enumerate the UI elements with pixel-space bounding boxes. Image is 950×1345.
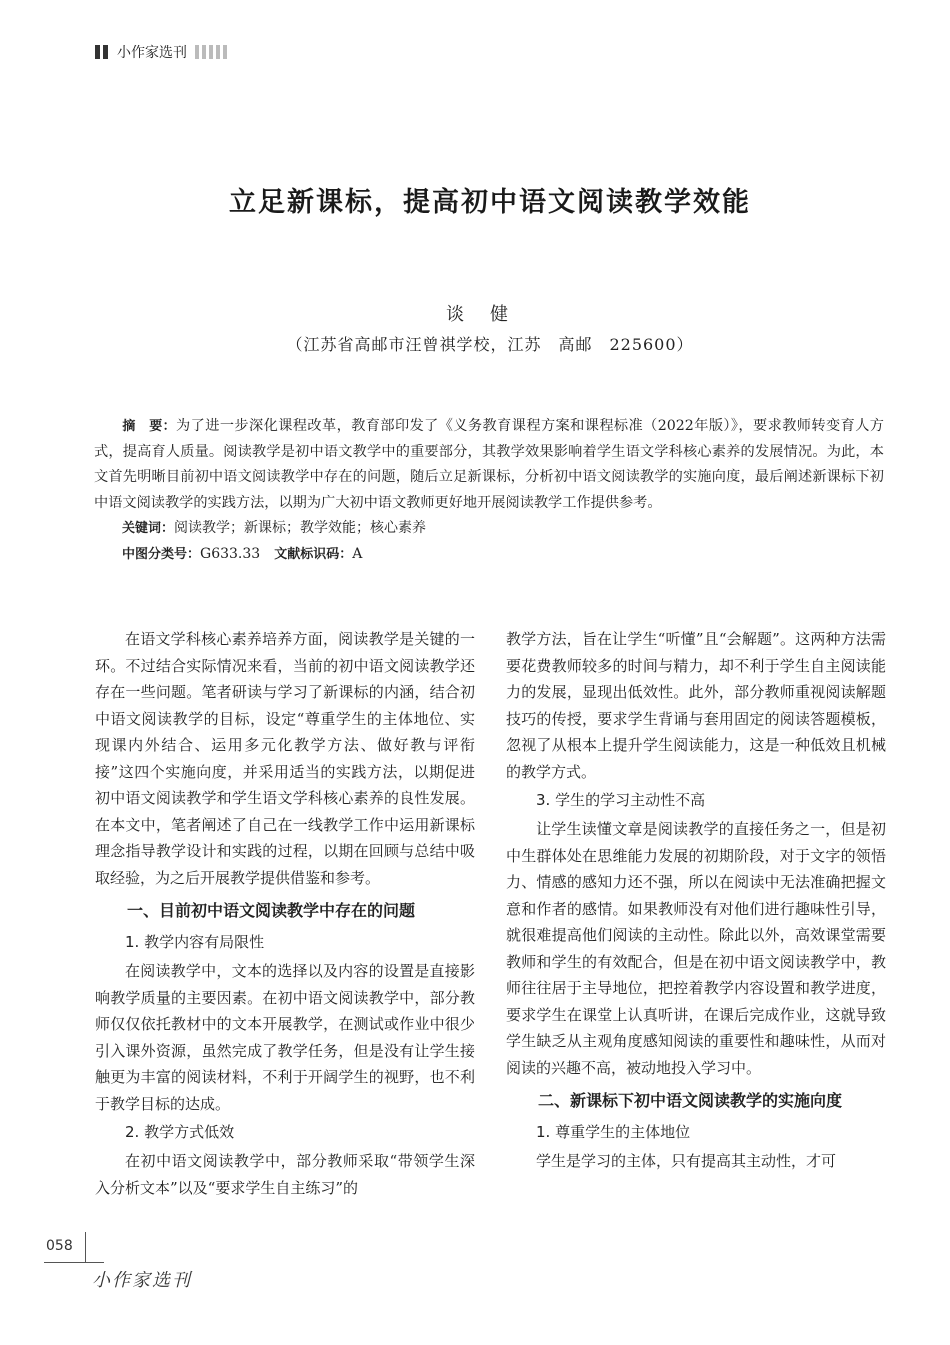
author-name: 谈健 (446, 304, 534, 325)
body-paragraph: 在初中语文阅读教学中，部分教师采取“带领学生深入分析文本”以及“要求学生自主练习”的 (95, 1152, 475, 1197)
body-paragraph: 在阅读教学中，文本的选择以及内容的设置是直接影响教学质量的主要因素。在初中语文阅读教学中，部分教师仅仅依托教材中的文本开展教学，在测试或作业中很少引入课外资源，虽然完成了教学任务，但是没有让学生接触更为丰富的阅读材料，不利于开阔学生的视野，也不利于教学目标的达成。 (95, 962, 475, 1113)
intro-paragraph: 在语文学科核心素养培养方面，阅读教学是关键的一环。不过结合实际情况来看，当前的初中语文阅读教学还存在一些问题。笔者研读与学习了新课标的内涵，结合初中语文阅读教学的目标，设定“尊重学生的主体地位、实现课内外结合、运用多元化教学方法、做好教与评衔接”这四个实施向度，并采用适当的实践方法，以期促进初中语文阅读教学和学生语文学科核心素养的良性发展。在本文中，笔者阐述了自己在一线教学工作中运用新课标理念指导教学设计和实践的过程，以期在回顾与总结中吸取经验，为之后开展教学提供借鉴和参考。 (95, 630, 475, 887)
decor-bar (209, 45, 213, 59)
subsection-heading: 3. 学生的学习主动性不高 (536, 791, 706, 809)
clc-label: 中图分类号： (122, 546, 201, 562)
journal-name: 小作家选刊 (117, 45, 187, 61)
body-paragraph: 教学方法，旨在让学生“听懂”且“会解题”。这两种方法需要花费教师较多的时间与精力，却不利于学生自主阅读能力的发展，显现出低效性。此外，部分教师重视阅读解题技巧的传授，要求学生背诵与套用固定的阅读答题模板，忽视了从根本上提升学生阅读能力，这是一种低效且机械的教学方式。 (506, 630, 886, 781)
subsection-heading: 1. 教学内容有局限性 (125, 933, 265, 951)
section-heading: 二、新课标下初中语文阅读教学的实施向度 (538, 1091, 843, 1110)
keywords-text: 阅读教学；新课标；教学效能；核心素养 (174, 520, 427, 536)
keywords-label: 关键词： (122, 521, 175, 536)
footer-divider (85, 1232, 86, 1262)
author-affiliation: （江苏省高邮市汪曾祺学校，江苏 高邮 225600） (286, 335, 694, 354)
doc-code-value: A (352, 545, 363, 562)
section-heading: 一、目前初中语文阅读教学中存在的问题 (127, 901, 416, 920)
clc-value: G633.33 (200, 545, 261, 562)
classification-line (94, 542, 884, 568)
decor-bar (95, 45, 100, 59)
running-head (95, 42, 230, 62)
abstract-block (94, 414, 884, 567)
decor-bar (103, 45, 108, 59)
article-title: 立足新课标，提高初中语文阅读教学效能 (229, 187, 751, 218)
body-paragraph: 让学生读懂文章是阅读教学的直接任务之一，但是初中生群体处在思维能力发展的初期阶段，对于文字的领悟力、情感的感知力还不强，所以在阅读中无法准确把握文意和作者的感情。如果教师没有对他们进行趣味性引导，就很难提高他们阅读的主动性。除此以外，高效课堂需要教师和学生的有效配合，但是在初中语文阅读教学中，教师往往居于主导地位，把控着教学内容设置和教学进度，要求学生在课堂上认真听讲，在课后完成作业，这就导致学生缺乏从主观角度感知阅读的重要性和趣味性，从而对阅读的兴趣不高，被动地投入学习中。 (506, 820, 886, 1077)
right-column (506, 626, 886, 1175)
decor-bar (195, 45, 199, 59)
journal-logo: 小作家选刊 (92, 1270, 192, 1291)
keywords-line (94, 516, 884, 542)
abstract-paragraph (94, 414, 884, 516)
left-column (95, 626, 475, 1201)
abstract-label: 摘 要： (122, 419, 177, 434)
subsection-heading: 2. 教学方式低效 (125, 1123, 235, 1141)
page-number: 058 (46, 1238, 73, 1254)
decor-bar (202, 45, 206, 59)
subsection-heading: 1. 尊重学生的主体地位 (536, 1123, 691, 1141)
decor-bar (216, 45, 220, 59)
abstract-text: 为了进一步深化课程改革，教育部印发了《义务教育课程方案和课程标准（2022年版）》，要求教师转变育人方式，提高育人质量。阅读教学是初中语文教学中的重要部分，其教学效果影响着学生语文学科核心素养的发展情况。为此，本文首先明晰目前初中语文阅读教学中存在的问题，随后立足新课标，分析初中语文阅读教学的实施向度，最后阐述新课标下初中语文阅读教学的实践方法，以期为广大初中语文教师更好地开展阅读教学工作提供参考。 (94, 418, 884, 511)
footer-rule (44, 1262, 104, 1263)
body-paragraph: 学生是学习的主体，只有提高其主动性，才可 (536, 1152, 837, 1170)
decor-bar (223, 45, 227, 59)
doc-code-label: 文献标识码： (274, 546, 353, 562)
